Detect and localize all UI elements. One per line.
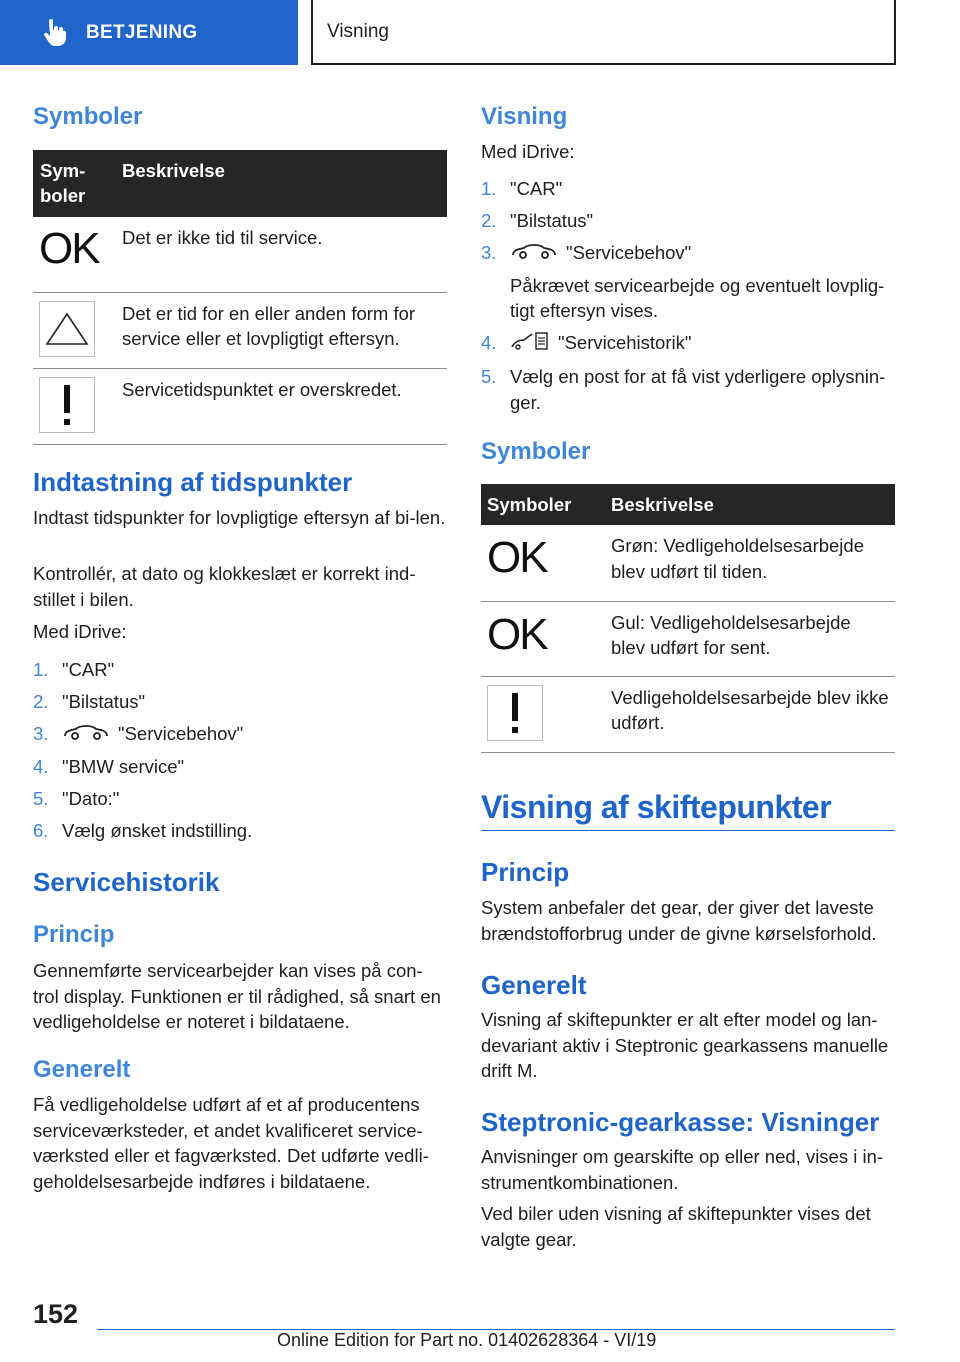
row-description: Det er tid for en eller anden form for service eller et lovpligtigt eftersyn. — [115, 292, 447, 368]
shift-generelt-text: Visning af skiftepunkter er alt efter model og lan-devariant aktiv i Steptronic gearkassens manuelle drift M. — [481, 1009, 889, 1081]
shift-princip-text: System anbefaler det gear, der giver det laveste brændstofforbrug under de givne kørselsforhold. — [481, 897, 877, 944]
table-row — [481, 525, 895, 601]
table-header-description: Beskrivelse — [115, 150, 447, 217]
row-description: Vedligeholdelsesarbejde blev ikke udført. — [605, 676, 895, 752]
entry-paragraph-1: Indtast tidspunkter for lovpligtige eftersyn af bi-len. — [33, 507, 446, 528]
row-description: Gul: Vedligeholdelsesarbejde blev udført for sent. — [605, 601, 895, 676]
table-header-symbols: Symboler — [481, 484, 605, 525]
table-header-row — [481, 484, 895, 525]
steptronic-paragraph-2: Ved biler uden visning af skiftepunkter vises det valgte gear. — [481, 1203, 871, 1250]
chapter-label: Visning — [327, 20, 389, 42]
steptronic-heading: Steptronic-gearkasse: Visninger — [481, 1107, 880, 1137]
generelt-heading: Generelt — [33, 1056, 131, 1083]
symbols-table — [33, 150, 447, 445]
list-item: 4. "BMW service" — [33, 756, 185, 778]
visning-steps-list — [481, 176, 895, 422]
list-item: 1. "CAR" — [33, 659, 115, 680]
page-number: 152 — [33, 1299, 79, 1329]
visning-heading: Visning — [481, 103, 568, 130]
table-header-symbols: Sym-boler — [33, 150, 115, 217]
list-item: 5. "Dato:" — [33, 788, 120, 810]
table-row — [33, 217, 447, 292]
list-item: 2. "Bilstatus" — [33, 691, 146, 712]
list-item: 3. "Servicebehov" — [33, 721, 447, 748]
shift-princip-heading: Princip — [481, 857, 570, 887]
list-item: 6. Vælg ønsket indstilling. — [33, 820, 253, 842]
entry-heading: Indtastning af tidspunkter — [33, 467, 353, 497]
princip-text: Gennemførte servicearbejder kan vises på con-trol display. Funktionen er til rådighed, så snart en vedligeholdelse er noteret i bildataene. — [33, 960, 441, 1032]
list-item: 1. "CAR" — [481, 178, 563, 199]
table-header-row — [33, 150, 447, 217]
row-description: Grøn: Vedligeholdelsesarbejde blev udført til tiden. — [605, 525, 895, 601]
entry-paragraph-2: Kontrollér, at dato og klokkeslæt er korrekt ind-stillet i bilen. — [33, 563, 416, 610]
car-icon — [62, 722, 110, 748]
list-item: 4. "Servicehistorik" — [481, 330, 895, 357]
exclamation-icon — [487, 685, 543, 741]
heading-rule — [481, 830, 895, 831]
step-subtext: Påkrævet servicearbejde og eventuelt lovplig-tigt eftersyn vises. — [510, 274, 885, 322]
ok-symbol: OK — [39, 224, 99, 273]
generelt-text: Få vedligeholdelse udført af et af producentens serviceværksteder, et andet kvalificeret service-værksted eller et fagværksted. Det udførte vedli-geholdelsesarbejde indføres i bildataene. — [33, 1094, 429, 1192]
row-description: Det er ikke tid til service. — [115, 217, 447, 292]
service-history-icon — [510, 331, 550, 358]
shift-generelt-heading: Generelt — [481, 970, 587, 1000]
ok-symbol: OK — [487, 533, 547, 582]
car-icon — [510, 241, 558, 267]
exclamation-icon — [39, 377, 95, 433]
section-tab[interactable] — [0, 0, 298, 65]
chapter-header — [311, 0, 896, 65]
list-item: 2. "Bilstatus" — [481, 210, 594, 231]
visning-intro: Med iDrive: — [481, 141, 575, 162]
warning-triangle-icon — [39, 301, 95, 357]
ok-symbol: OK — [487, 609, 547, 659]
steptronic-paragraph-1: Anvisninger om gearskifte op eller ned, vises i in-strumentkombinationen. — [481, 1146, 884, 1193]
table-row — [481, 601, 895, 676]
edition-footer: Online Edition for Part no. 01402628364 - VI/19 — [277, 1330, 657, 1350]
entry-paragraph-3: Med iDrive: — [33, 621, 127, 642]
symbols-heading: Symboler — [33, 103, 143, 130]
table-header-description: Beskrivelse — [605, 484, 895, 525]
list-item: 3. "Servicebehov" Påkrævet servicearbejde og eventuelt lovplig-tigt eftersyn vises. — [481, 240, 895, 324]
shift-heading: Visning af skiftepunkter — [481, 789, 832, 825]
list-item: 5. Vælg en post for at få vist yderligere oplysnin-ger. — [481, 366, 886, 413]
princip-heading: Princip — [33, 921, 115, 948]
table-row — [33, 368, 447, 444]
entry-steps-list — [33, 657, 447, 850]
symbols-heading-right: Symboler — [481, 438, 591, 465]
section-label: BETJENING — [86, 21, 198, 43]
symbols-table-right — [481, 484, 895, 753]
table-row — [33, 292, 447, 368]
history-heading: Servicehistorik — [33, 867, 220, 897]
table-row — [481, 676, 895, 752]
hand-pointer-icon — [42, 19, 68, 47]
row-description: Servicetidspunktet er overskredet. — [115, 368, 447, 444]
